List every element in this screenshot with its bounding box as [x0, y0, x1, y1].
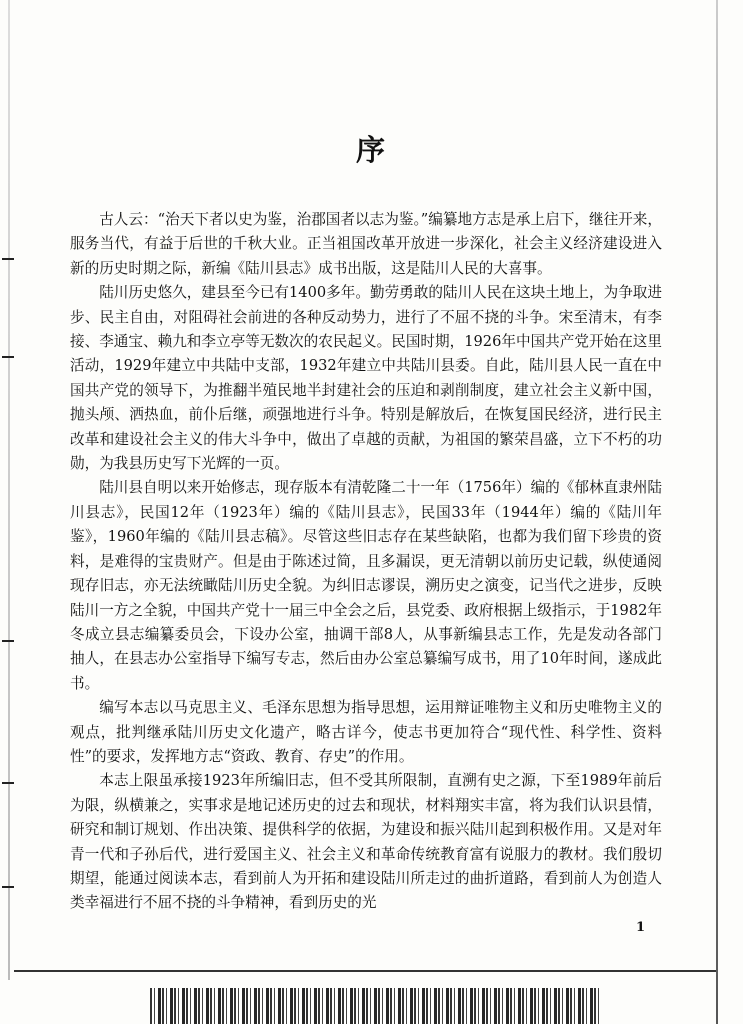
paragraph: 编写本志以马克思主义、毛泽东思想为指导思想，运用辩证唯物主义和历史唯物主义的观点，批判继承陆川历史文化遗产，略古详今，使志书更加符合“现代性、科学性、资料性”的要求，发挥地方志“资政、教育、存史”的作用。: [70, 699, 662, 765]
scan-mark: [2, 356, 14, 358]
scan-mark: [2, 640, 14, 642]
scan-mark: [2, 886, 14, 888]
scan-mark: [2, 258, 14, 260]
paragraph: 古人云：“治天下者以史为鉴，治郡国者以志为鉴。”编纂地方志是承上启下，继往开来，服务当代，有益于后世的千秋大业。正当祖国改革开放进一步深化，社会主义经济建设进入新的历史时期之际，新编《陆川县志》成书出版，这是陆川人民的大喜事。: [70, 211, 662, 277]
page-title: 序: [355, 133, 387, 167]
preface-body: [70, 208, 662, 916]
page-number: 1: [636, 920, 646, 935]
scan-mark: [2, 782, 14, 784]
paragraph: 本志上限虽承接1923年所编旧志，但不受其所限制，直溯有史之源，下至1989年前后为限，纵横兼之，实事求是地记述历史的过去和现状，材料翔实丰富，将为我们认识县情，研究和制订规划、作出决策、提供科学的依据，为建设和振兴陆川起到积极作用。又是对年青一代和子孙后代，进行爱国主义、社会主义和革命传统教育富有说服力的教材。我们殷切期望，能通过阅读本志，看到前人为开拓和建设陆川所走过的曲折道路，看到前人为创造人类幸福进行不屈不挠的斗争精神，看到历史的光: [70, 772, 662, 912]
page-bottom-edge: [14, 970, 716, 972]
scan-artifact-strip: [150, 988, 600, 1024]
paragraph: 陆川历史悠久，建县至今已有1400多年。勤劳勇敢的陆川人民在这块土地上，为争取进步、民主自由，对阻碍社会前进的各种反动势力，进行了不屈不挠的斗争。宋至清末，有李接、李通宝、赖九和李立亭等无数次的农民起义。民国时期，1926年中国共产党开始在这里活动，1929年建立中共陆中支部，1932年建立中共陆川县委。自此，陆川县人民一直在中国共产党的领导下，为推翻半殖民地半封建社会的压迫和剥削制度，建立社会主义新中国，抛头颅、洒热血，前仆后继，顽强地进行斗争。特别是解放后，在恢复国民经济，进行民主改革和建设社会主义的伟大斗争中，做出了卓越的贡献，为祖国的繁荣昌盛，立下不朽的功勋，为我县历史写下光辉的一页。: [70, 284, 662, 473]
paragraph: 陆川县自明以来开始修志，现存版本有清乾隆二十一年（1756年）编的《郁林直隶州陆川县志》，民国12年（1923年）编的《陆川县志》，民国33年（1944年）编的《陆川年鉴》，1960年编的《陆川县志稿》。尽管这些旧志存在某些缺陷，也都为我们留下珍贵的资料，是难得的宝贵财产。但是由于陈述过简，且多漏误，更无清朝以前历史记载，纵使通阅现存旧志，亦无法统瞰陆川历史全貌。为纠旧志谬误，溯历史之演变，记当代之进步，反映陆川一方之全貌，中国共产党十一届三中全会之后，县党委、政府根据上级指示，于1982年冬成立县志编纂委员会，下设办公室，抽调干部8人，从事新编县志工作，先是发动各部门抽人，在县志办公室指导下编写专志，然后由办公室总纂编写成书，用了10年时间，遂成此书。: [70, 479, 662, 692]
